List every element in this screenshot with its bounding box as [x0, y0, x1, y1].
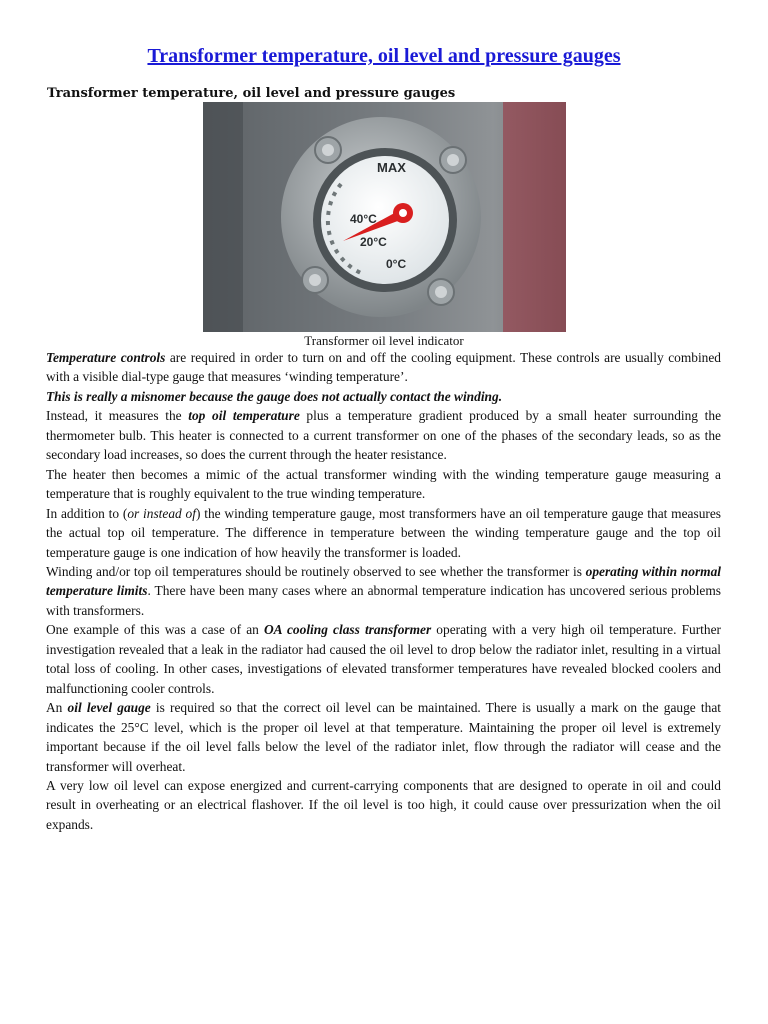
paragraph	[46, 504, 721, 562]
paragraph-text: Instead, it measures the	[46, 408, 189, 424]
document-title[interactable]: Transformer temperature, oil level and pressure gauges	[147, 45, 621, 67]
paragraph: A very low oil level can expose energized and current-carrying components that are designed to operate in oil and could result in overheating or an electrical flashover. If the oil level is too high, it could cause over pressurization when the oil expands.	[46, 777, 721, 832]
paragraph-text: . There have been many cases where an abnormal temperature indication has uncovered serious problems with transformers.	[46, 583, 721, 618]
paragraph	[46, 562, 721, 620]
paragraph-text: plus a temperature gradient produced by a small heater surrounding the thermometer bulb. This heater is connected to a current transformer on one of the phases of the secondary leads, so as the secondary load increases, so does the current through the heater resistance.	[46, 408, 722, 463]
oil-level-gauge-photo	[203, 102, 566, 332]
paragraph-text: One example of this was a case of an	[46, 622, 264, 638]
paragraph-text: is required so that the correct oil level can be maintained. There is usually a mark on the gauge that indicates the 25°C level, which is the proper oil level at that temperature. Maintaining the proper oil level is extremely important because if the oil level falls below the level of the radiator inlet, flow through the radiator will cease and the transformer will overheat.	[46, 700, 721, 774]
figure-caption: Transformer oil level indicator	[304, 333, 464, 348]
dial-label-20c: 20°C	[360, 235, 387, 249]
term-emphasis: operating within normal temperature limits	[46, 563, 721, 599]
paragraph-text: In addition to (	[46, 505, 128, 521]
paragraph-text: are required in order to turn on and off the cooling equipment. These controls are usually combined with a visible dial-type gauge that measures ‘winding temperature’.	[46, 350, 721, 385]
paragraph	[46, 406, 721, 464]
paragraph-text: An	[46, 700, 68, 716]
paragraph-text: ) the winding temperature gauge, most transformers have an oil temperature gauge that measures the actual top oil temperature. The difference in temperature between the winding temperature gauge and the top oil temperature gauge is one indication of how heavily the transformer is loaded.	[46, 505, 721, 560]
paragraph	[46, 620, 721, 698]
dial-label-0c: 0°C	[386, 257, 407, 271]
italic-phrase: or instead of	[127, 505, 196, 521]
section-heading: Transformer temperature, oil level and pressure gauges	[47, 86, 456, 101]
term-emphasis: Temperature controls	[46, 350, 166, 365]
term-emphasis: top oil temperature	[188, 408, 300, 424]
paragraph	[46, 387, 721, 406]
document-body	[46, 348, 721, 834]
paragraph	[46, 698, 721, 776]
paragraph	[46, 348, 721, 387]
term-emphasis: oil level gauge	[67, 700, 151, 716]
paragraph-text: Winding and/or top oil temperatures should be routinely observed to see whether the transformer is	[46, 563, 586, 579]
emphasis-sentence: This is really a misnomer because the gauge does not actually contact the winding.	[46, 388, 503, 404]
paragraph-text: operating with a very high oil temperature. Further investigation revealed that a leak in the radiator had caused the oil level to drop below the radiator inlet, resulting in a virtual total loss of cooling. In other cases, investigations of elevated transformer temperatures have revealed blocked coolers and malfunctioning cooler controls.	[46, 622, 722, 696]
term-emphasis: OA cooling class transformer	[263, 622, 432, 638]
paragraph: The heater then becomes a mimic of the actual transformer winding with the winding temperature gauge measuring a temperature that is roughly equivalent to the true winding temperature.	[46, 466, 721, 502]
dial-label-max: MAX	[377, 160, 406, 175]
dial-label-40c: 40°C	[350, 212, 377, 226]
